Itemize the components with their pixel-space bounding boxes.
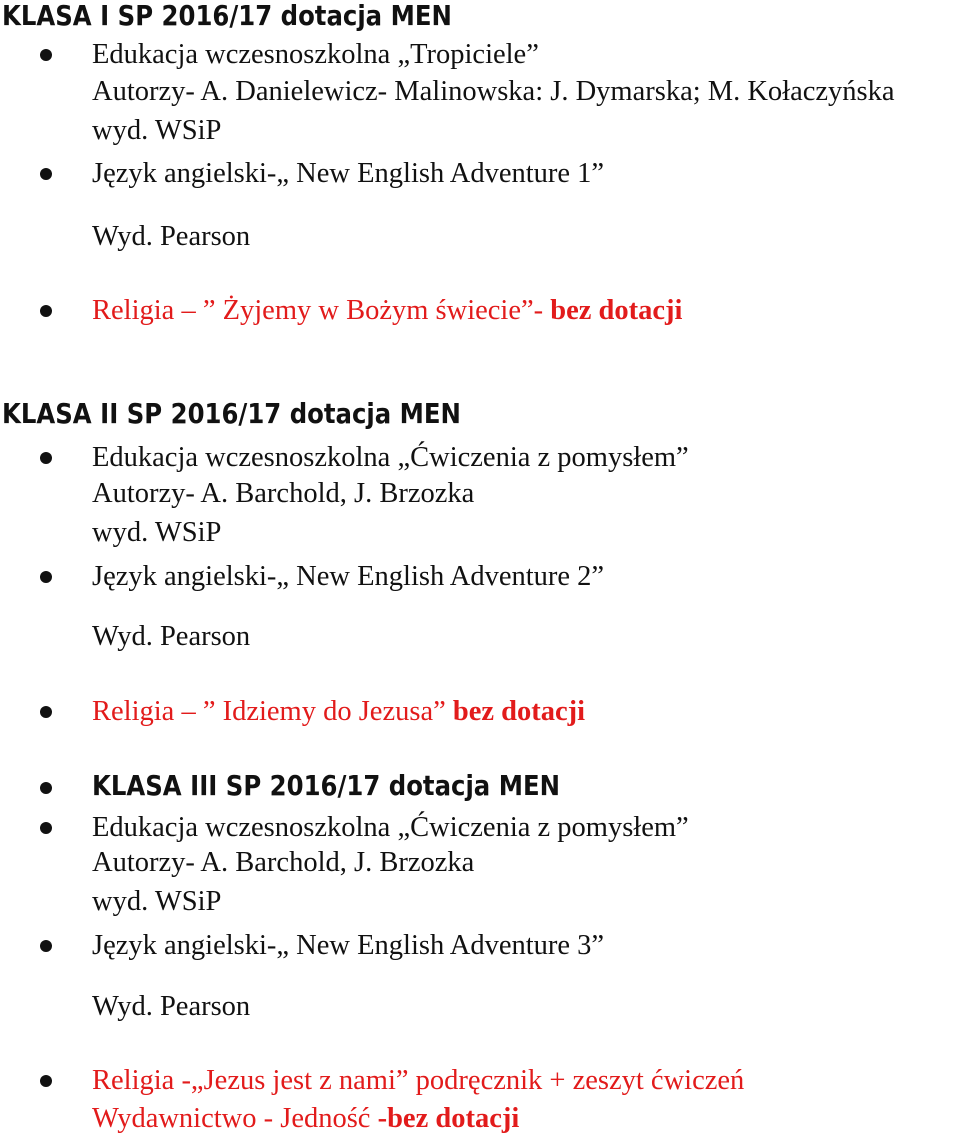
item-angielski-klasa-2: Język angielski-„ New English Adventure 2” — [92, 561, 605, 592]
item-religia-klasa-3: Religia -„Jezus jest z nami” podręcznik + zeszyt ćwiczeń — [92, 1065, 745, 1096]
bullet-icon — [40, 782, 52, 794]
publisher-edukacja-klasa-3: wyd. WSiP — [92, 886, 222, 917]
item-edukacja-klasa-2: Edukacja wczesnoszkolna „Ćwiczenia z pomysłem” — [92, 442, 689, 473]
section-heading-klasa-2: KLASA II SP 2016/17 dotacja MEN — [2, 397, 461, 430]
section-heading-klasa-1: KLASA I SP 2016/17 dotacja MEN — [2, 0, 452, 32]
authors-klasa-3: Autorzy- A. Barchold, J. Brzozka — [92, 847, 475, 878]
authors-klasa-1: Autorzy- A. Danielewicz- Malinowska: J. Dymarska; M. Kołaczyńska — [92, 76, 895, 107]
publisher-angielski-klasa-3: Wyd. Pearson — [92, 991, 251, 1022]
item-edukacja-klasa-3: Edukacja wczesnoszkolna „Ćwiczenia z pomysłem” — [92, 812, 689, 843]
bullet-icon — [40, 706, 52, 718]
bullet-icon — [40, 305, 52, 317]
religia-label-klasa-2: Religia – ” Idziemy do Jezusa” — [92, 696, 453, 727]
section-heading-klasa-3: KLASA III SP 2016/17 dotacja MEN — [92, 769, 560, 802]
bullet-icon — [40, 49, 52, 61]
section-heading-klasa-3-wrapper — [92, 768, 630, 805]
bullet-icon — [40, 571, 52, 583]
bullet-icon — [40, 940, 52, 952]
publisher-edukacja-klasa-2: wyd. WSiP — [92, 517, 222, 548]
publisher-religia-klasa-3 — [92, 1101, 519, 1137]
religia-note-klasa-3: -bez dotacji — [377, 1103, 520, 1134]
bullet-icon — [40, 168, 52, 180]
item-edukacja-klasa-1: Edukacja wczesnoszkolna „Tropiciele” — [92, 39, 539, 70]
religia-note-klasa-1: bez dotacji — [550, 295, 683, 326]
bullet-icon — [40, 1075, 52, 1087]
publisher-angielski-klasa-1: Wyd. Pearson — [92, 221, 251, 252]
authors-klasa-2: Autorzy- A. Barchold, J. Brzozka — [92, 478, 475, 509]
item-religia-klasa-2 — [92, 694, 585, 730]
publisher-edukacja-klasa-1: wyd. WSiP — [92, 115, 222, 146]
publisher-angielski-klasa-2: Wyd. Pearson — [92, 621, 251, 652]
item-angielski-klasa-3: Język angielski-„ New English Adventure 3” — [92, 930, 605, 961]
religia-label-klasa-1: Religia – ” Żyjemy w Bożym świecie”- — [92, 295, 551, 326]
item-angielski-klasa-1: Język angielski-„ New English Adventure 1” — [92, 158, 605, 189]
bullet-icon — [40, 822, 52, 834]
bullet-icon — [40, 452, 52, 464]
religia-publisher-klasa-3: Wydawnictwo - Jedność — [92, 1103, 378, 1134]
item-religia-klasa-1 — [92, 293, 682, 329]
religia-note-klasa-2: bez dotacji — [452, 696, 586, 727]
